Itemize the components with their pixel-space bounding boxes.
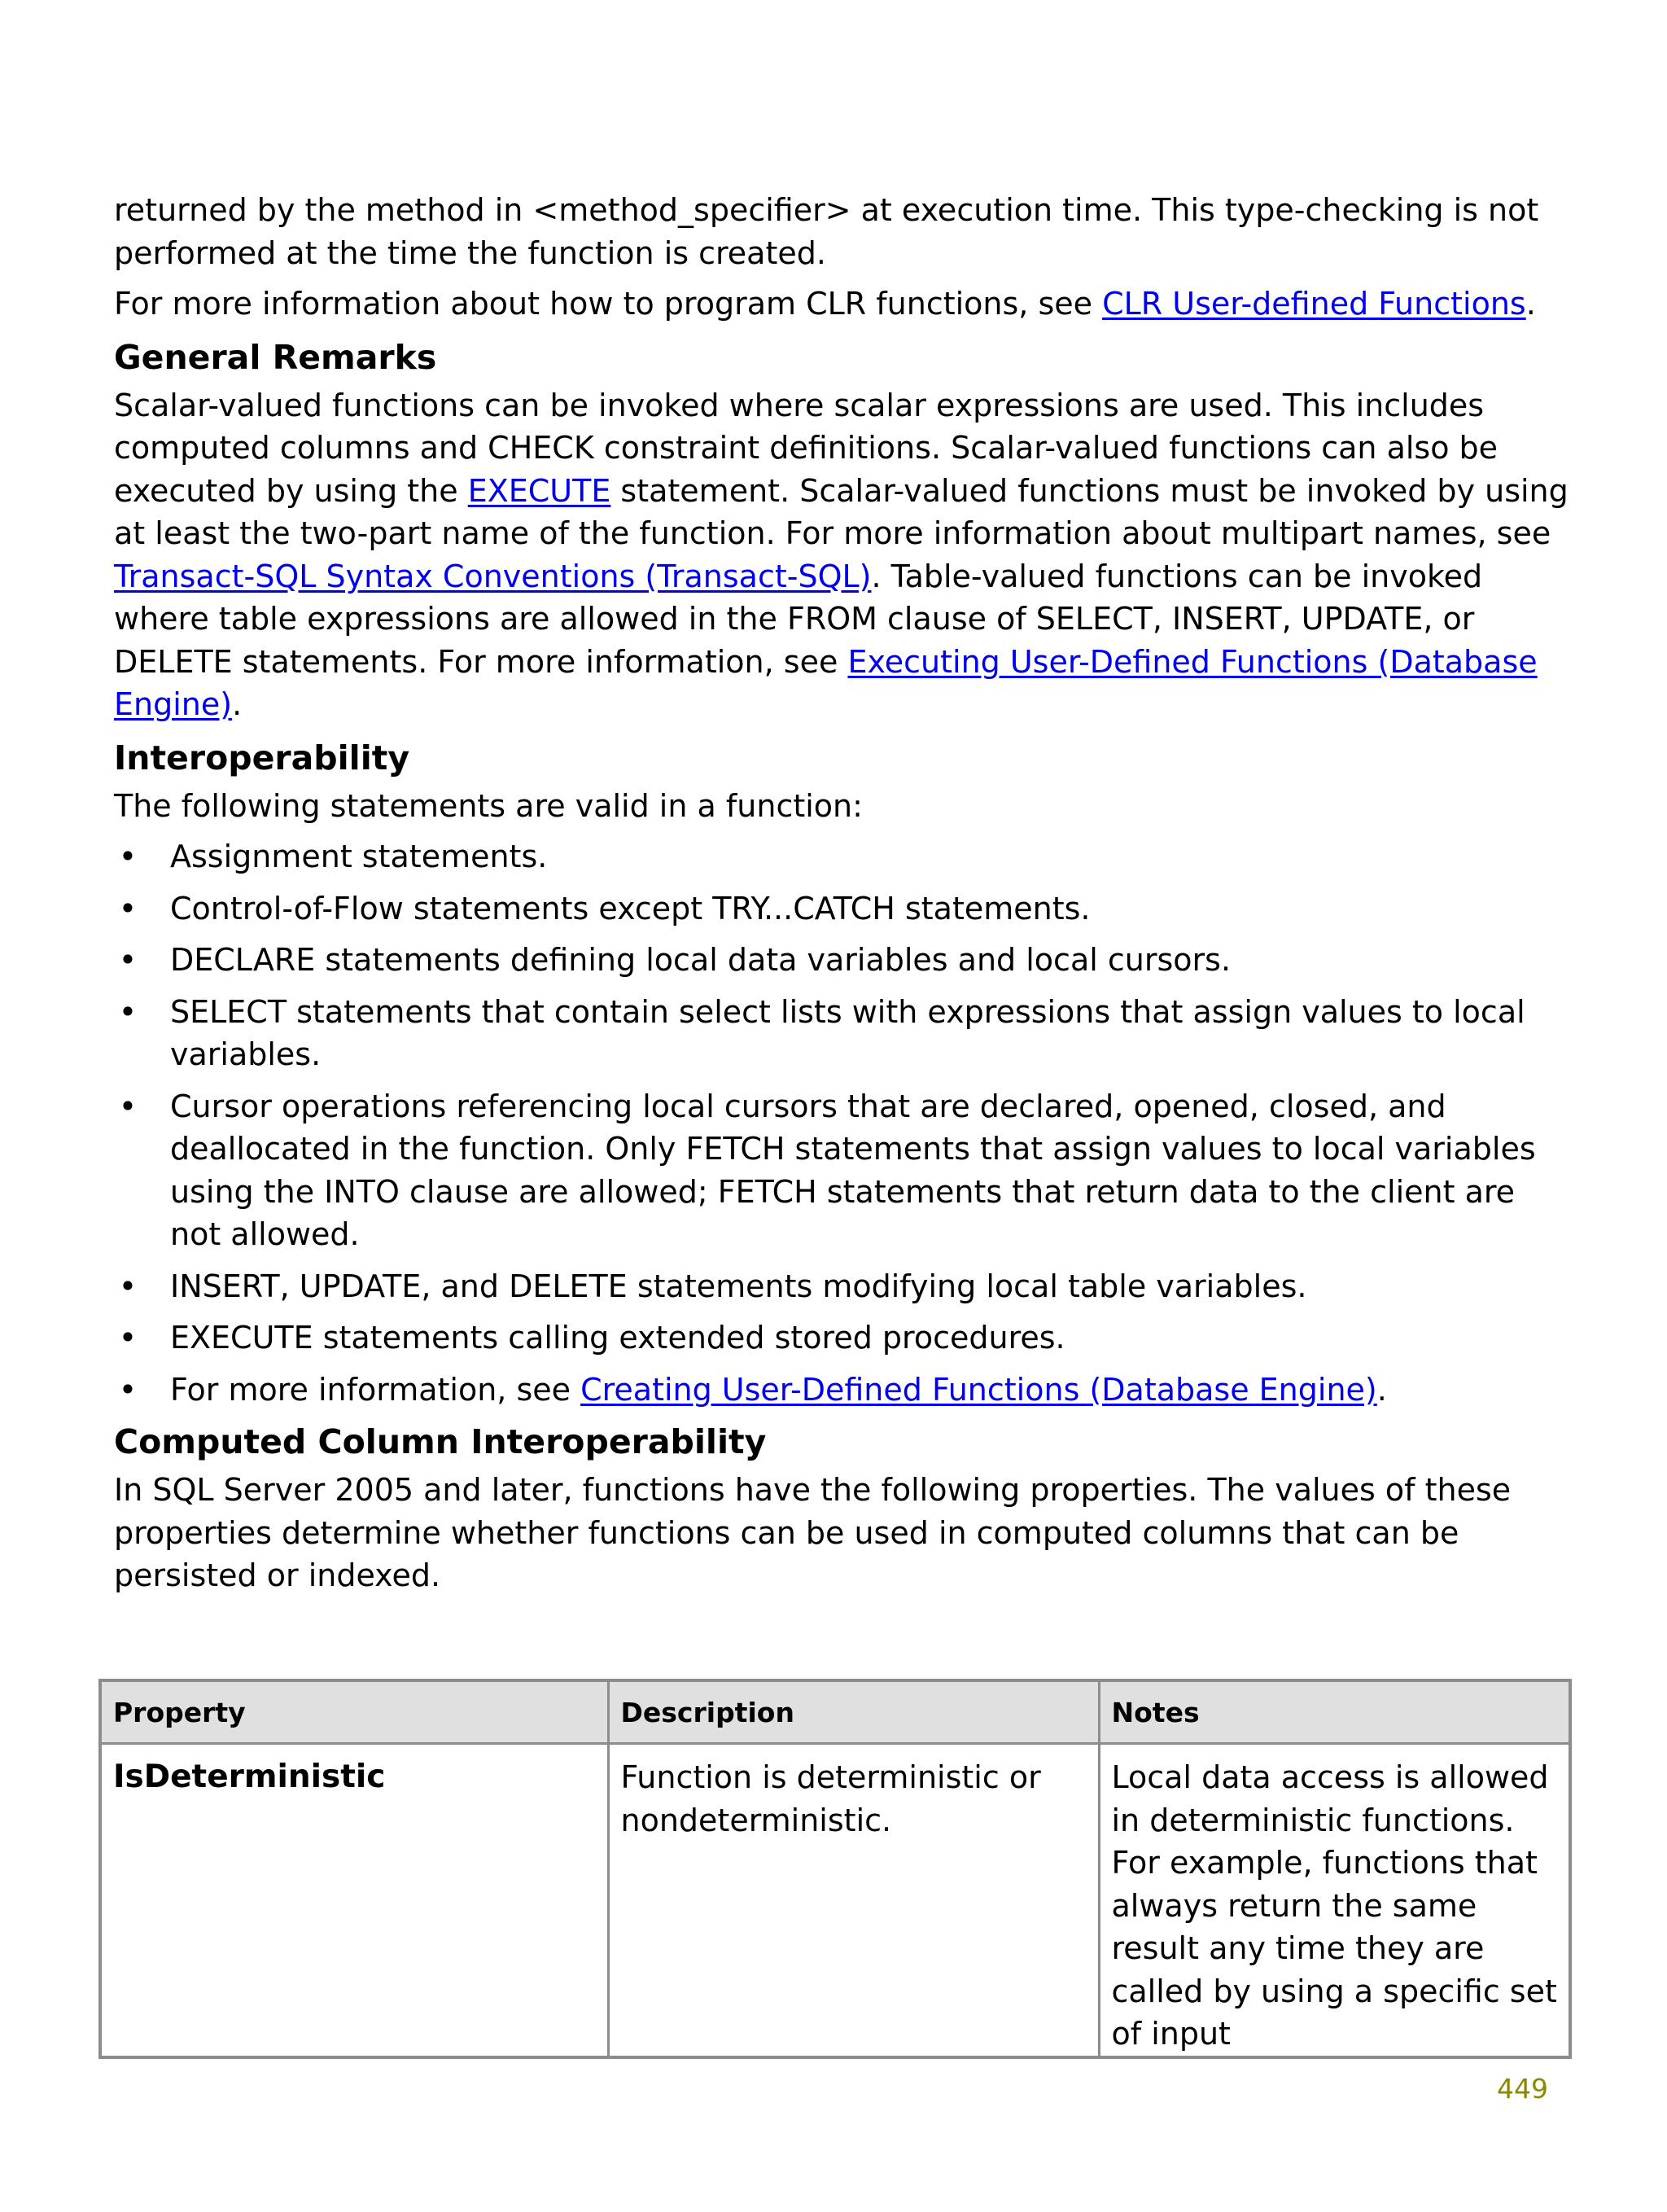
- list-item: [114, 887, 1571, 931]
- table-header-row: [100, 1680, 1570, 1744]
- list-item-text: Assignment statements.: [170, 839, 548, 874]
- general-remarks-text-b: statement. Scalar-valued functions must be invoked by using at least the two-part name of the function. For more information about multipart names, see: [114, 472, 1569, 551]
- list-item-suffix: .: [1376, 1371, 1387, 1408]
- bullet-icon: •: [118, 1371, 138, 1408]
- list-item-text: Cursor operations referencing local cursors that are declared, opened, closed, and deallocated in the function. Only FETCH statements that assign values to local variables using the INTO clause are allowed; FETCH statements that return data to the client are not allowed.: [170, 1088, 1536, 1252]
- list-item: [114, 1085, 1571, 1256]
- list-item: [114, 939, 1571, 982]
- list-item: [114, 991, 1571, 1076]
- computed-column-paragraph: In SQL Server 2005 and later, functions have the following properties. The values of these properties determine whether functions can be used in computed columns that can be persisted or indexed.: [114, 1472, 1512, 1593]
- bullet-icon: •: [118, 1088, 138, 1124]
- executing-udf-link[interactable]: Executing User-Defined Functions (Database Engine): [114, 643, 1538, 722]
- general-remarks-heading: General Remarks: [114, 337, 437, 377]
- list-item-text: DECLARE statements defining local data variables and local cursors.: [170, 942, 1232, 978]
- properties-table-wrapper: [98, 1679, 1569, 2059]
- bullet-icon: •: [118, 942, 138, 978]
- general-remarks-text-d: .: [232, 686, 243, 722]
- general-remarks-paragraph: [114, 384, 1571, 726]
- table-row: [100, 1744, 1570, 2057]
- list-item-text: INSERT, UPDATE, and DELETE statements modifying local table variables.: [170, 1268, 1307, 1304]
- bullet-icon: •: [118, 1268, 138, 1304]
- list-item: [114, 1369, 1571, 1412]
- notes-cell: Local data access is allowed in deterministic functions. For example, functions that always return the same result any time they are called by using a specific set of input: [1099, 1744, 1570, 2057]
- interoperability-heading: Interoperability: [114, 738, 410, 777]
- column-header-notes: Notes: [1099, 1680, 1570, 1744]
- computed-column-heading: Computed Column Interoperability: [114, 1422, 767, 1461]
- tsql-syntax-conventions-link[interactable]: Transact-SQL Syntax Conventions (Transact-SQL): [114, 558, 872, 594]
- bullet-icon: •: [118, 993, 138, 1030]
- bullet-icon: •: [118, 839, 138, 874]
- execute-link[interactable]: EXECUTE: [467, 472, 611, 509]
- column-header-description: Description: [608, 1680, 1099, 1744]
- column-header-property: Property: [100, 1680, 608, 1744]
- general-remarks-text-a: Scalar-valued functions can be invoked where scalar expressions are used. This includes computed columns and CHECK constraint definitions. Scalar-valued functions can also be executed by using the: [114, 387, 1499, 509]
- interoperability-intro: The following statements are valid in a function:: [114, 787, 863, 824]
- bullet-icon: •: [118, 890, 138, 926]
- list-item-text: Control-of-Flow statements except TRY...CATCH statements.: [170, 890, 1091, 926]
- clr-user-defined-functions-link[interactable]: CLR User-defined Functions: [1102, 286, 1526, 322]
- clr-suffix: .: [1525, 286, 1536, 322]
- properties-table: [98, 1679, 1572, 2059]
- intro-paragraph: returned by the method in <method_specifier> at execution time. This type-checking is not performed at the time the function is created.: [114, 192, 1539, 271]
- property-cell: IsDeterministic: [100, 1744, 608, 2057]
- description-cell: Function is deterministic or nondeterministic.: [608, 1744, 1099, 2057]
- page-number: 449: [1497, 2073, 1548, 2105]
- list-item: [114, 835, 1571, 878]
- list-item-text: SELECT statements that contain select lists with expressions that assign values to local variables.: [170, 993, 1525, 1072]
- list-item: [114, 1316, 1571, 1360]
- statement-list: [114, 835, 1571, 1411]
- clr-paragraph: [114, 283, 1571, 326]
- list-item: [114, 1265, 1571, 1308]
- creating-udf-link[interactable]: Creating User-Defined Functions (Database Engine): [580, 1371, 1377, 1408]
- page-content: [114, 189, 1571, 1597]
- list-item-text: EXECUTE statements calling extended stored procedures.: [170, 1320, 1065, 1356]
- list-item-text: For more information, see: [170, 1371, 581, 1408]
- general-remarks-text-c: . Table-valued functions can be invoked where table expressions are allowed in the FROM clause of SELECT, INSERT, UPDATE, or DELETE statements. For more information, see: [114, 558, 1483, 680]
- bullet-icon: •: [118, 1320, 138, 1356]
- clr-text: For more information about how to program CLR functions, see: [114, 286, 1103, 322]
